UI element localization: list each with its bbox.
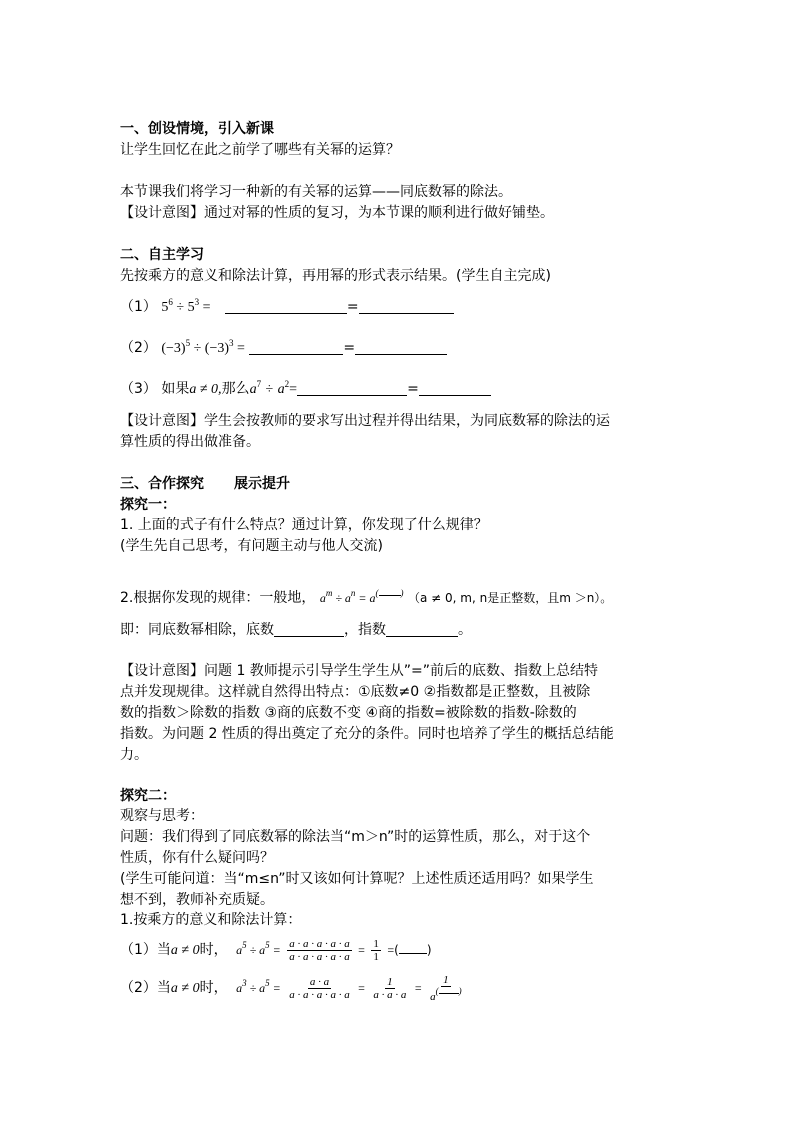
section-1-design: 【设计意图】通过对幂的性质的复习，为本节课的顺利进行做好铺垫。: [120, 205, 554, 221]
exercise-1-blank-1[interactable]: [225, 300, 347, 314]
case-1-answer-blank[interactable]: [399, 941, 427, 954]
observe-label: 观察与思考：: [120, 808, 204, 824]
explore-1-question-1-note: (学生先自己思考，有问题主动与他人交流): [120, 538, 383, 554]
problem-line-1: 问题：我们得到了同底数幂的除法当“m＞n”时的运算性质，那么，对于这个: [120, 829, 591, 845]
section-1-heading: 一、创设情境，引入新课: [120, 121, 274, 137]
exercise-2-expression: $(-3)^5 \div (-3)^3$ =: [161, 338, 245, 356]
case-2-fraction-3: $\frac{1}{a^{( )}}$: [430, 973, 462, 1003]
base-blank[interactable]: [274, 623, 344, 637]
section-2-design-line-1: 【设计意图】学生会按教师的要求写出过程并得出结果，为同底数幂的除法的运: [120, 413, 610, 429]
case-2: （2）当a ≠ 0时， $a^3 \div a^5$ = $\frac{a \cdot a}{a \cdot a \cdot a \cdot a \cdot a}$ = $\frac{1}{a \cdot a \cdot a}$ = $\frac{1}{a^{( )}}$: [120, 973, 462, 1003]
case-1: （1）当a ≠ 0时， $a^5 \div a^5$ = $\frac{a \cdot a \cdot a \cdot a \cdot a}{a \cdot a \cdot a \cdot a \cdot a}$ = $\frac{1}{1}$ =( ): [120, 937, 432, 963]
exercise-2-blank-1[interactable]: [249, 341, 343, 355]
case-1-one-fraction: $\frac{1}{1}$: [373, 937, 379, 963]
step-1-label: 1.按乘方的意义和除法计算：: [120, 912, 302, 928]
explore-1-question-1: 1. 上面的式子有什么特点？通过计算，你发现了什么规律？: [120, 517, 488, 533]
section-2-design-line-2: 算性质的得出做准备。: [120, 434, 260, 450]
section-3-design-line-1: 【设计意图】问题 1 教师提示引导学生学生从”=”前后的底数、指数上总结特: [120, 663, 599, 679]
exercise-1-expression: $5^6 \div 5^3$ =: [161, 297, 211, 315]
rule-statement: 即：同底数幂相除，底数 ，指数 。: [120, 622, 472, 638]
explore-1-heading: 探究一：: [120, 497, 176, 513]
explore-1-question-2: 2.根据你发现的规律：一般地， $a^m \div a^n = a^{( )}$ （a ≠ 0, m, n是正整数，且m ＞n）。: [120, 588, 613, 606]
section-2-heading: 二、自主学习: [120, 247, 204, 263]
exponent-rule-blank[interactable]: [386, 623, 458, 637]
case-2-fraction-2: $\frac{1}{a \cdot a \cdot a}$: [373, 975, 407, 1001]
exercise-1-number: （1）: [120, 299, 157, 315]
exercise-3: （3） 如果a ≠ 0,那么$a^7 \div a^2=$ =: [120, 379, 491, 400]
section-3-design-line-3: 数的指数＞除数的指数 ③商的底数不变 ④商的指数=被除数的指数-除数的: [120, 705, 577, 721]
exercise-1: （1） $5^6 \div 5^3$ = =: [120, 297, 454, 318]
case-2-answer-blank[interactable]: [439, 987, 459, 994]
section-1-question: 让学生回忆在此之前学了哪些有关幂的运算？: [120, 142, 400, 158]
section-1-intro: 本节课我们将学习一种新的有关幂的运算——同底数幂的除法。: [120, 184, 512, 200]
note-line-2: 想不到，教师补充质疑。: [120, 892, 274, 908]
exercise-2: （2） $(-3)^5 \div (-3)^3$ = =: [120, 338, 447, 359]
exercise-3-blank-2[interactable]: [419, 382, 491, 396]
exercise-3-blank-1[interactable]: [297, 382, 407, 396]
note-line-1: (学生可能问道：当“m≤n”时又该如何计算呢？上述性质还适用吗？如果学生: [120, 871, 594, 887]
section-3-design-line-5: 力。: [120, 747, 148, 763]
section-3-design-line-2: 点并发现规律。这样就自然得出特点：①底数≠0 ②指数都是正整数，且被除: [120, 684, 591, 700]
general-rule-formula: $a^m \div a^n = a^{( )}$: [319, 588, 404, 605]
exercise-2-blank-2[interactable]: [355, 341, 447, 355]
exercise-2-number: （2）: [120, 340, 157, 356]
section-3-heading: 三、合作探究 展示提升: [120, 476, 290, 492]
exponent-blank[interactable]: [379, 589, 401, 596]
exercise-3-number: （3）: [120, 381, 157, 397]
problem-line-2: 性质，你有什么疑问吗？: [120, 850, 274, 866]
case-2-fraction: $\frac{a \cdot a}{a \cdot a \cdot a \cdot a \cdot a}$: [289, 975, 350, 1001]
section-3-design-line-4: 指数。为问题 2 性质的得出奠定了充分的条件。同时也培养了学生的概括总结能: [120, 726, 614, 742]
exercise-1-blank-2[interactable]: [359, 300, 454, 314]
section-2-instruction: 先按乘方的意义和除法计算，再用幂的形式表示结果。(学生自主完成): [120, 268, 551, 284]
explore-2-heading: 探究二：: [120, 788, 176, 804]
case-1-fraction: $\frac{a \cdot a \cdot a \cdot a \cdot a}{a \cdot a \cdot a \cdot a \cdot a}$: [289, 937, 350, 963]
